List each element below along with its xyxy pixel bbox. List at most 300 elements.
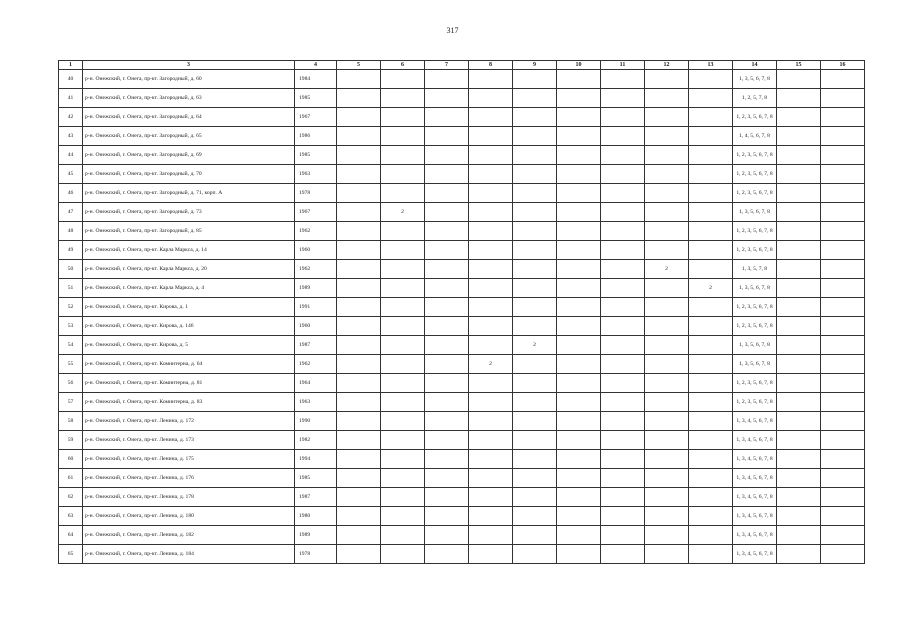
address-cell: р-н. Онежский, г. Онега, пр-кт. Загородный, д. 69 — [83, 146, 295, 165]
column-16-cell — [821, 412, 865, 431]
column-14-cell: 1, 3, 4, 5, 6, 7, 8 — [733, 526, 777, 545]
column-8-cell — [469, 336, 513, 355]
column-11-cell — [601, 222, 645, 241]
column-12-cell — [645, 374, 689, 393]
column-8-cell — [469, 393, 513, 412]
year-cell: 1985 — [295, 89, 337, 108]
column-13-cell — [689, 298, 733, 317]
column-11-cell — [601, 146, 645, 165]
column-13-cell — [689, 412, 733, 431]
column-9-cell — [513, 374, 557, 393]
column-6-cell — [381, 469, 425, 488]
column-16-cell — [821, 70, 865, 89]
column-14-cell: 1, 3, 4, 5, 6, 7, 8 — [733, 488, 777, 507]
column-15-cell — [777, 393, 821, 412]
column-11-cell — [601, 298, 645, 317]
address-cell: р-н. Онежский, г. Онега, пр-кт. Карла Маркса, д. 4 — [83, 279, 295, 298]
column-5-cell — [337, 241, 381, 260]
column-13-cell — [689, 336, 733, 355]
column-10-cell — [557, 317, 601, 336]
column-6-cell — [381, 108, 425, 127]
column-12-cell — [645, 127, 689, 146]
column-10-cell — [557, 450, 601, 469]
table-row — [59, 507, 865, 526]
row-number-cell: 40 — [59, 70, 83, 89]
column-12-cell — [645, 488, 689, 507]
column-5-cell — [337, 374, 381, 393]
column-11-cell — [601, 203, 645, 222]
table-row — [59, 108, 865, 127]
row-number-cell: 61 — [59, 469, 83, 488]
column-15-cell — [777, 165, 821, 184]
row-number-cell: 42 — [59, 108, 83, 127]
column-9-cell — [513, 298, 557, 317]
column-16-cell — [821, 184, 865, 203]
year-cell: 1967 — [295, 108, 337, 127]
column-11-cell — [601, 241, 645, 260]
year-cell: 1964 — [295, 374, 337, 393]
column-11-cell — [601, 488, 645, 507]
column-9-cell — [513, 184, 557, 203]
column-15-cell — [777, 241, 821, 260]
column-15-cell — [777, 70, 821, 89]
column-11-cell — [601, 336, 645, 355]
table-row — [59, 393, 865, 412]
table-row — [59, 526, 865, 545]
table-row — [59, 355, 865, 374]
column-16-cell — [821, 108, 865, 127]
column-9-cell — [513, 469, 557, 488]
table-row — [59, 260, 865, 279]
column-16-cell — [821, 89, 865, 108]
table-row — [59, 184, 865, 203]
column-header-13: 13 — [689, 61, 733, 70]
column-6-cell — [381, 545, 425, 564]
column-9-cell — [513, 89, 557, 108]
column-8-cell — [469, 184, 513, 203]
row-number-cell: 52 — [59, 298, 83, 317]
column-12-cell — [645, 431, 689, 450]
column-12-cell — [645, 412, 689, 431]
row-number-cell: 47 — [59, 203, 83, 222]
table-row — [59, 450, 865, 469]
table-row — [59, 70, 865, 89]
column-14-cell: 1, 2, 3, 5, 6, 7, 8 — [733, 317, 777, 336]
table-row — [59, 241, 865, 260]
column-11-cell — [601, 127, 645, 146]
column-9-cell — [513, 260, 557, 279]
column-11-cell — [601, 355, 645, 374]
address-cell: р-н. Онежский, г. Онега, пр-кт. Ленина, д. 180 — [83, 507, 295, 526]
column-13-cell — [689, 317, 733, 336]
row-number-cell: 58 — [59, 412, 83, 431]
column-12-cell — [645, 298, 689, 317]
column-5-cell — [337, 469, 381, 488]
column-6-cell — [381, 127, 425, 146]
row-number-cell: 60 — [59, 450, 83, 469]
address-cell: р-н. Онежский, г. Онега, пр-кт. Ленина, д. 172 — [83, 412, 295, 431]
column-7-cell — [425, 450, 469, 469]
row-number-cell: 59 — [59, 431, 83, 450]
address-cell: р-н. Онежский, г. Онега, пр-кт. Загородный, д. 60 — [83, 70, 295, 89]
column-5-cell — [337, 431, 381, 450]
column-5-cell — [337, 70, 381, 89]
address-cell: р-н. Онежский, г. Онега, пр-кт. Загородный, д. 64 — [83, 108, 295, 127]
column-11-cell — [601, 184, 645, 203]
row-number-cell: 46 — [59, 184, 83, 203]
year-cell: 1962 — [295, 260, 337, 279]
row-number-cell: 55 — [59, 355, 83, 374]
column-9-cell — [513, 545, 557, 564]
column-6-cell — [381, 241, 425, 260]
table-row — [59, 127, 865, 146]
column-12-cell — [645, 222, 689, 241]
column-15-cell — [777, 260, 821, 279]
column-14-cell: 1, 3, 4, 5, 6, 7, 8 — [733, 412, 777, 431]
column-7-cell — [425, 317, 469, 336]
column-11-cell — [601, 526, 645, 545]
column-7-cell — [425, 108, 469, 127]
column-16-cell — [821, 545, 865, 564]
row-number-cell: 49 — [59, 241, 83, 260]
year-cell: 1990 — [295, 412, 337, 431]
column-12-cell — [645, 146, 689, 165]
column-7-cell — [425, 355, 469, 374]
column-10-cell — [557, 526, 601, 545]
column-6-cell — [381, 146, 425, 165]
column-15-cell — [777, 374, 821, 393]
column-11-cell — [601, 108, 645, 127]
column-13-cell — [689, 241, 733, 260]
column-6-cell — [381, 260, 425, 279]
year-cell: 1984 — [295, 70, 337, 89]
column-8-cell — [469, 545, 513, 564]
table-row — [59, 317, 865, 336]
column-header-14: 14 — [733, 61, 777, 70]
column-10-cell — [557, 412, 601, 431]
column-14-cell: 1, 2, 3, 5, 6, 7, 8 — [733, 165, 777, 184]
column-16-cell — [821, 374, 865, 393]
column-8-cell — [469, 488, 513, 507]
row-number-cell: 41 — [59, 89, 83, 108]
column-6-cell — [381, 431, 425, 450]
column-number-header-row — [59, 61, 865, 70]
housing-register-table — [58, 60, 865, 564]
column-11-cell — [601, 89, 645, 108]
year-cell: 1978 — [295, 545, 337, 564]
table-row — [59, 298, 865, 317]
column-9-cell — [513, 526, 557, 545]
column-13-cell — [689, 545, 733, 564]
column-5-cell — [337, 507, 381, 526]
column-7-cell — [425, 374, 469, 393]
column-7-cell — [425, 203, 469, 222]
column-9-cell — [513, 222, 557, 241]
column-12-cell — [645, 279, 689, 298]
column-6-cell: 2 — [381, 203, 425, 222]
column-15-cell — [777, 203, 821, 222]
column-5-cell — [337, 317, 381, 336]
row-number-cell: 45 — [59, 165, 83, 184]
column-16-cell — [821, 146, 865, 165]
column-10-cell — [557, 127, 601, 146]
row-number-cell: 51 — [59, 279, 83, 298]
page-number: 317 — [446, 26, 459, 35]
column-7-cell — [425, 298, 469, 317]
column-14-cell: 1, 3, 5, 6, 7, 8 — [733, 355, 777, 374]
column-15-cell — [777, 412, 821, 431]
address-cell: р-н. Онежский, г. Онега, пр-кт. Кирова, д. 5 — [83, 336, 295, 355]
column-header-1: 1 — [59, 61, 83, 70]
column-15-cell — [777, 222, 821, 241]
column-16-cell — [821, 469, 865, 488]
column-6-cell — [381, 393, 425, 412]
address-cell: р-н. Онежский, г. Онега, пр-кт. Загородный, д. 85 — [83, 222, 295, 241]
address-cell: р-н. Онежский, г. Онега, пр-кт. Кирова, д. 146 — [83, 317, 295, 336]
column-6-cell — [381, 507, 425, 526]
column-5-cell — [337, 108, 381, 127]
column-10-cell — [557, 241, 601, 260]
column-14-cell: 1, 3, 4, 5, 6, 7, 8 — [733, 450, 777, 469]
column-12-cell — [645, 89, 689, 108]
column-5-cell — [337, 412, 381, 431]
column-12-cell — [645, 203, 689, 222]
column-header-11: 11 — [601, 61, 645, 70]
column-8-cell — [469, 89, 513, 108]
column-14-cell: 1, 3, 5, 6, 7, 8 — [733, 203, 777, 222]
column-7-cell — [425, 241, 469, 260]
column-12-cell — [645, 70, 689, 89]
column-9-cell — [513, 317, 557, 336]
column-6-cell — [381, 165, 425, 184]
column-13-cell — [689, 203, 733, 222]
column-15-cell — [777, 127, 821, 146]
year-cell: 1994 — [295, 450, 337, 469]
column-8-cell — [469, 526, 513, 545]
row-number-cell: 48 — [59, 222, 83, 241]
column-10-cell — [557, 146, 601, 165]
row-number-cell: 44 — [59, 146, 83, 165]
column-11-cell — [601, 412, 645, 431]
column-16-cell — [821, 298, 865, 317]
column-14-cell: 1, 3, 4, 5, 6, 7, 8 — [733, 469, 777, 488]
column-12-cell — [645, 450, 689, 469]
column-5-cell — [337, 184, 381, 203]
row-number-cell: 62 — [59, 488, 83, 507]
table-row — [59, 488, 865, 507]
column-13-cell — [689, 184, 733, 203]
column-5-cell — [337, 279, 381, 298]
column-5-cell — [337, 260, 381, 279]
column-6-cell — [381, 412, 425, 431]
column-5-cell — [337, 393, 381, 412]
column-15-cell — [777, 146, 821, 165]
column-9-cell — [513, 108, 557, 127]
column-11-cell — [601, 393, 645, 412]
address-cell: р-н. Онежский, г. Онега, пр-кт. Загородный, д. 71, корп. А — [83, 184, 295, 203]
column-16-cell — [821, 507, 865, 526]
column-header-9: 9 — [513, 61, 557, 70]
address-cell: р-н. Онежский, г. Онега, пр-кт. Кирова, д. 1 — [83, 298, 295, 317]
address-cell: р-н. Онежский, г. Онега, пр-кт. Ленина, д. 175 — [83, 450, 295, 469]
column-13-cell — [689, 127, 733, 146]
column-16-cell — [821, 165, 865, 184]
column-15-cell — [777, 355, 821, 374]
address-cell: р-н. Онежский, г. Онега, пр-кт. Карла Маркса, д. 20 — [83, 260, 295, 279]
column-8-cell — [469, 203, 513, 222]
column-header-3: 3 — [83, 61, 295, 70]
column-7-cell — [425, 507, 469, 526]
column-10-cell — [557, 260, 601, 279]
column-14-cell: 1, 3, 5, 6, 7, 8 — [733, 336, 777, 355]
column-15-cell — [777, 298, 821, 317]
year-cell: 1962 — [295, 222, 337, 241]
address-cell: р-н. Онежский, г. Онега, пр-кт. Ленина, д. 184 — [83, 545, 295, 564]
column-16-cell — [821, 241, 865, 260]
address-cell: р-н. Онежский, г. Онега, пр-кт. Ленина, д. 182 — [83, 526, 295, 545]
column-7-cell — [425, 260, 469, 279]
column-15-cell — [777, 545, 821, 564]
column-13-cell — [689, 526, 733, 545]
table-row — [59, 469, 865, 488]
column-12-cell — [645, 393, 689, 412]
address-cell: р-н. Онежский, г. Онега, пр-кт. Загородный, д. 63 — [83, 89, 295, 108]
column-10-cell — [557, 488, 601, 507]
column-8-cell — [469, 412, 513, 431]
column-7-cell — [425, 70, 469, 89]
column-16-cell — [821, 336, 865, 355]
column-12-cell — [645, 355, 689, 374]
column-15-cell — [777, 336, 821, 355]
column-5-cell — [337, 526, 381, 545]
column-14-cell: 1, 3, 5, 7, 8 — [733, 260, 777, 279]
column-5-cell — [337, 127, 381, 146]
address-cell: р-н. Онежский, г. Онега, пр-кт. Ленина, д. 176 — [83, 469, 295, 488]
column-9-cell — [513, 279, 557, 298]
column-9-cell — [513, 507, 557, 526]
column-header-15: 15 — [777, 61, 821, 70]
column-14-cell: 1, 2, 3, 5, 6, 7, 8 — [733, 393, 777, 412]
column-6-cell — [381, 89, 425, 108]
column-13-cell — [689, 355, 733, 374]
address-cell: р-н. Онежский, г. Онега, пр-кт. Ленина, д. 173 — [83, 431, 295, 450]
column-13-cell — [689, 450, 733, 469]
row-number-cell: 53 — [59, 317, 83, 336]
address-cell: р-н. Онежский, г. Онега, пр-кт. Карла Маркса, д. 14 — [83, 241, 295, 260]
column-13-cell — [689, 89, 733, 108]
column-12-cell — [645, 241, 689, 260]
column-16-cell — [821, 526, 865, 545]
table-row — [59, 545, 865, 564]
column-13-cell — [689, 507, 733, 526]
column-14-cell: 1, 4, 5, 6, 7, 8 — [733, 127, 777, 146]
column-13-cell — [689, 108, 733, 127]
address-cell: р-н. Онежский, г. Онега, пр-кт. Коминтерна, д. 64 — [83, 355, 295, 374]
column-13-cell — [689, 70, 733, 89]
column-header-8: 8 — [469, 61, 513, 70]
column-15-cell — [777, 450, 821, 469]
column-11-cell — [601, 317, 645, 336]
table-row — [59, 222, 865, 241]
column-11-cell — [601, 450, 645, 469]
year-cell: 1980 — [295, 507, 337, 526]
column-8-cell: 2 — [469, 355, 513, 374]
column-14-cell: 1, 3, 5, 6, 7, 8 — [733, 70, 777, 89]
column-16-cell — [821, 431, 865, 450]
column-14-cell: 1, 2, 3, 5, 6, 7, 8 — [733, 146, 777, 165]
column-5-cell — [337, 355, 381, 374]
column-11-cell — [601, 469, 645, 488]
column-7-cell — [425, 89, 469, 108]
column-8-cell — [469, 70, 513, 89]
column-16-cell — [821, 393, 865, 412]
year-cell: 1991 — [295, 298, 337, 317]
column-7-cell — [425, 545, 469, 564]
column-header-12: 12 — [645, 61, 689, 70]
table-body — [59, 70, 865, 564]
column-6-cell — [381, 374, 425, 393]
row-number-cell: 43 — [59, 127, 83, 146]
column-13-cell — [689, 222, 733, 241]
column-9-cell — [513, 488, 557, 507]
column-10-cell — [557, 108, 601, 127]
column-5-cell — [337, 203, 381, 222]
column-14-cell: 1, 2, 3, 5, 6, 7, 8 — [733, 222, 777, 241]
column-15-cell — [777, 317, 821, 336]
table-row — [59, 203, 865, 222]
column-11-cell — [601, 431, 645, 450]
column-10-cell — [557, 165, 601, 184]
column-5-cell — [337, 146, 381, 165]
column-11-cell — [601, 374, 645, 393]
column-9-cell — [513, 393, 557, 412]
column-5-cell — [337, 222, 381, 241]
address-cell: р-н. Онежский, г. Онега, пр-кт. Коминтерна, д. 83 — [83, 393, 295, 412]
column-8-cell — [469, 298, 513, 317]
column-9-cell — [513, 241, 557, 260]
column-12-cell — [645, 526, 689, 545]
column-14-cell: 1, 2, 5, 7, 8 — [733, 89, 777, 108]
column-7-cell — [425, 222, 469, 241]
row-number-cell: 65 — [59, 545, 83, 564]
column-10-cell — [557, 431, 601, 450]
table-row — [59, 431, 865, 450]
column-16-cell — [821, 127, 865, 146]
column-16-cell — [821, 260, 865, 279]
column-8-cell — [469, 146, 513, 165]
column-10-cell — [557, 70, 601, 89]
column-9-cell — [513, 70, 557, 89]
column-15-cell — [777, 507, 821, 526]
column-5-cell — [337, 450, 381, 469]
row-number-cell: 63 — [59, 507, 83, 526]
column-7-cell — [425, 469, 469, 488]
row-number-cell: 56 — [59, 374, 83, 393]
column-15-cell — [777, 184, 821, 203]
column-13-cell — [689, 488, 733, 507]
column-11-cell — [601, 70, 645, 89]
year-cell: 1987 — [295, 488, 337, 507]
column-11-cell — [601, 279, 645, 298]
column-9-cell — [513, 165, 557, 184]
year-cell: 1982 — [295, 431, 337, 450]
column-10-cell — [557, 374, 601, 393]
column-8-cell — [469, 241, 513, 260]
address-cell: р-н. Онежский, г. Онега, пр-кт. Загородный, д. 73 — [83, 203, 295, 222]
column-5-cell — [337, 545, 381, 564]
column-16-cell — [821, 279, 865, 298]
year-cell: 1987 — [295, 336, 337, 355]
